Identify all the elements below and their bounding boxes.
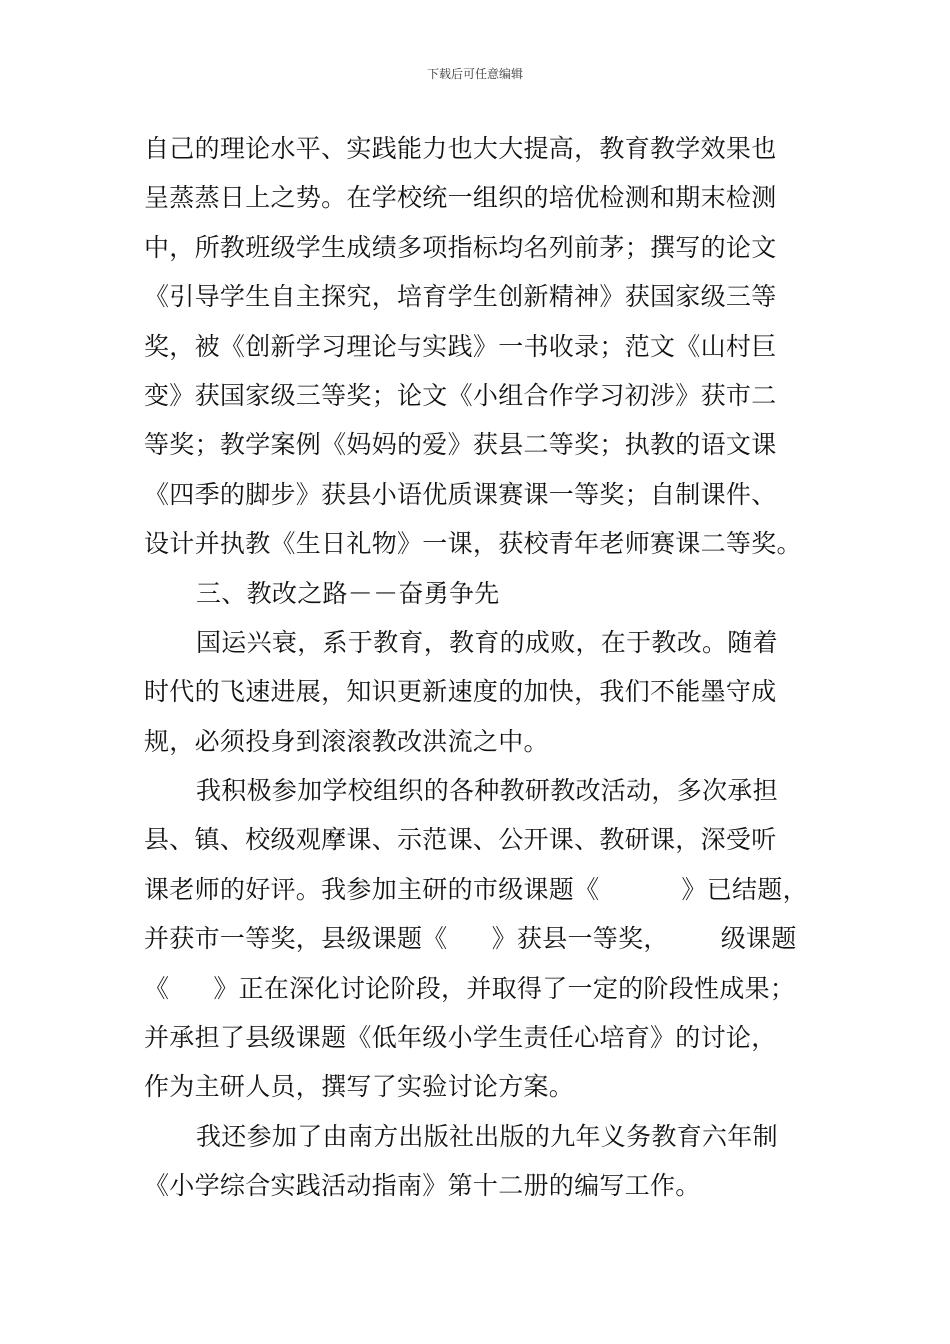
text-segment: 级课题 [720,924,797,954]
section-heading: 三、教改之路－－奋勇争先 [196,578,500,608]
text-line: 国运兴衰，系于教育，教育的成败，在于教改。随着 [196,627,778,657]
text-line: 奖，被《创新学习理论与实践》一书收录；范文《山村巨 [144,331,777,361]
text-line: 作为主研人员，撰写了实验讨论方案。 [144,1072,575,1102]
page-header: 下载后可任意编辑 [426,67,523,81]
text-line: 我积极参加学校组织的各种教研教改活动，多次承担 [196,776,778,806]
text-segment: 》获县一等奖， [491,924,669,954]
text-line: 我还参加了由南方出版社出版的九年义务教育六年制 [196,1121,778,1151]
text-segment: 课老师的好评。我参加主研的市级课题《 [144,874,600,904]
text-line: 中，所教班级学生成绩多项指标均名列前茅；撰写的论文 [144,232,777,262]
text-line [144,914,824,963]
text-line: 呈蒸蒸日上之势。在学校统一组织的培优检测和期末检测 [144,183,777,213]
text-segment: 》已结题， [681,874,808,904]
text-line: 变》获国家级三等奖；论文《小组合作学习初涉》获市二 [144,380,777,410]
text-line: 时代的飞速进展，知识更新速度的加快，我们不能墨守成 [144,677,777,707]
text-line: 规，必须投身到滚滚教改洪流之中。 [144,726,549,756]
text-segment: 《 [144,973,170,1003]
document-body [144,124,824,1211]
text-line: 县、镇、校级观摩课、示范课、公开课、教研课，深受听 [144,825,777,855]
text-line: 并承担了县级课题《低年级小学生责任心培育》的讨论， [144,1023,777,1053]
text-line: 《四季的脚步》获县小语优质课赛课一等奖；自制课件、 [144,479,777,509]
text-line: 《引导学生自主探究，培育学生创新精神》获国家级三等 [144,282,777,312]
text-line [144,964,824,1013]
text-line: 自己的理论水平、实践能力也大大提高，教育教学效果也 [144,134,777,163]
text-line: 等奖；教学案例《妈妈的爱》获县二等奖；执教的语文课 [144,430,777,460]
text-segment: 并获市一等奖，县级课题《 [144,924,448,954]
text-line: 《小学综合实践活动指南》第十二册的编写工作。 [144,1171,701,1201]
text-segment: 》正在深化讨论阶段，并取得了一定的阶段性成果； [213,973,796,1003]
text-line [144,865,824,914]
text-line: 设计并执教《生日礼物》一课，获校青年老师赛课二等奖。 [144,529,802,559]
